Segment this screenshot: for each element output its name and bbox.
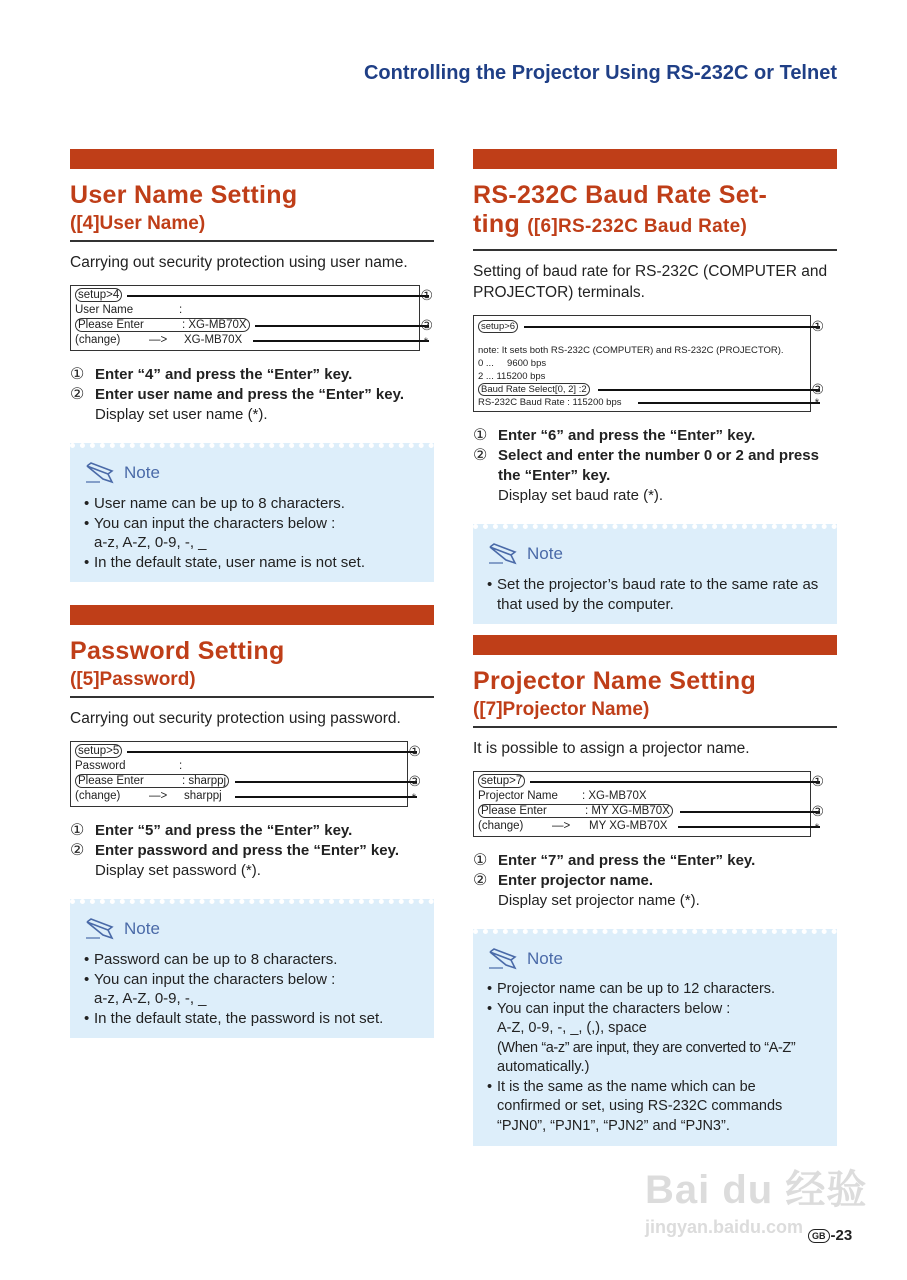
field-value: : [179,304,183,316]
callout-line [235,781,417,783]
note-bullet: Password can be up to 8 characters. [94,951,338,968]
field-label: (change) [478,820,524,832]
steps: ① Enter “6” and press the “Enter” key. ② Select and enter the number 0 or 2 and press the “Enter” key. Display set baud rate (*). [473,426,837,506]
note-bullet: You can input the characters below : [94,514,336,532]
step-1: Enter “5” and press the “Enter” key. [95,822,353,839]
field-value: : XG-MB70X [582,790,647,802]
callout-line [598,389,820,391]
section-bar [70,605,434,625]
terminal-prompt: setup>4 [75,288,122,302]
pencil-icon [84,462,120,484]
callout-line [255,325,429,327]
note-label: Note [527,949,563,968]
callout-star: * [814,397,819,409]
page-header: Controlling the Projector Using RS-232C or Telnet [363,62,837,84]
note-box: Note • Set the projector’s baud rate to the same rate as that used by the computer. [473,524,837,624]
callout-line [524,326,820,328]
callout-star: * [423,336,428,348]
terminal-screen [473,771,824,837]
note-bullet: Projector name can be up to 12 characters. [497,981,776,997]
callout-line [253,340,429,342]
section-subtitle: ([4]User Name) [70,213,206,234]
section-subtitle: ([7]Projector Name) [473,699,650,720]
note-bullet: It is the same as the name which can be confirmed or set, using RS-232C commands “PJN0”, “PJN1”, “PJN2” and “PJN3”. [497,1078,783,1134]
callout-1: ① [811,773,824,789]
pencil-icon [487,543,523,565]
note-chars: A-Z, 0-9, -, _, (,), space [497,1020,647,1036]
callout-2: ② [811,803,824,819]
screen-option: 0 ... 9600 bps [478,358,547,369]
field-value: XG-MB70X [184,334,243,346]
callout-star: * [814,822,819,834]
field-label: Projector Name [478,790,558,802]
field-label: (change) [75,790,121,802]
terminal-screen [70,285,433,351]
note-bullet: Set the projector’s baud rate to the same rate as that used by the computer. [497,576,819,613]
section-title: Password Setting [70,637,285,665]
step-1: Enter “4” and press the “Enter” key. [95,366,353,383]
note-bullet: You can input the characters below : [94,970,336,988]
section-subtitle: ([6]RS-232C Baud Rate) [527,216,748,237]
section-baud-rate [473,149,837,624]
note-bullet: User name can be up to 8 characters. [94,495,345,512]
section-title: User Name Setting [70,181,298,209]
terminal-prompt: setup>5 [75,744,122,758]
callout-star: * [411,792,416,804]
note-detail: (When “a-z” are input, they are converted to “A-Z” [497,1039,796,1056]
callout-line [530,781,820,783]
arrow: —> [149,334,168,346]
note-bullet: In the default state, the password is not set. [94,1009,384,1027]
screen-note: note: It sets both RS-232C (COMPUTER) and RS-232C (PROJECTOR). [478,345,784,356]
divider [70,240,434,242]
steps: ① Enter “4” and press the “Enter” key. ② Enter user name and press the “Enter” key. Display set user name (*). [70,365,434,425]
note-chars: a-z, A-Z, 0-9, -, _ [94,534,207,551]
callout-line [127,751,417,753]
step-2-detail: Display set baud rate (*). [498,487,664,504]
callout-1: ① [811,318,824,334]
terminal-screen [70,741,421,807]
step-1: Enter “6” and press the “Enter” key. [498,427,756,444]
field-label: (change) [75,334,121,346]
divider [70,696,434,698]
callout-line [127,295,429,297]
field-label: User Name [75,304,134,316]
section-title: RS-232C Baud Rate Set- ting ([6]RS-232C Baud Rate) [473,181,768,238]
screen-result: RS-232C Baud Rate : 115200 bps [478,397,622,408]
callout-2: ② [420,317,433,333]
section-password [70,605,434,1038]
terminal-prompt: setup>7 [478,774,525,788]
section-user-name [70,149,434,582]
arrow: —> [149,790,168,802]
callout-1: ① [420,287,433,303]
entry-highlight: Please Enter : sharppj [75,774,229,788]
step-2-detail: Display set user name (*). [95,406,268,423]
entry-highlight: Baud Rate Select[0, 2] :2 [478,383,590,396]
note-label: Note [124,463,160,482]
pencil-icon [487,948,523,970]
step-2: Select and enter the number 0 or 2 and press the “Enter” key. [498,447,819,484]
note-box: Note • Projector name can be up to 12 characters. • You can input the characters below : A-Z, 0-9, -, _, (,), space (When “a-z” are input, they are converted to “A-Z” automatically.) • It is the same as the name which can be confirmed or set, using RS-232C commands “PJN0”, “PJN1”, “PJN2” and “PJN3”. [473,929,837,1146]
callout-2: ② [811,381,824,397]
note-box: Note • Password can be up to 8 characters. • You can input the characters below : a-z, A-Z, 0-9, -, _ • In the default state, the password is not set. [70,899,434,1038]
watermark: Bai du 经验 jingyan.baidu.com [645,1168,868,1237]
gb-badge: GB [808,1229,830,1243]
section-intro: It is possible to assign a projector name. [473,740,750,757]
page-number: GB -23 [808,1227,852,1244]
callout-1: ① [408,743,421,759]
divider [473,249,837,251]
callout-line [638,402,820,404]
note-box: Note • User name can be up to 8 characters. • You can input the characters below : a-z, A-Z, 0-9, -, _ • In the default state, user name is not set. [70,443,434,582]
arrow: —> [552,820,571,832]
section-subtitle: ([5]Password) [70,669,196,690]
note-bullet: In the default state, user name is not set. [94,553,365,571]
steps: ① Enter “5” and press the “Enter” key. ② Enter password and press the “Enter” key. Display set password (*). [70,821,434,881]
section-intro: Carrying out security protection using password. [70,710,401,727]
field-value: : [179,760,183,772]
entry-highlight: Please Enter : MY XG-MB70X [478,804,673,818]
callout-line [680,811,820,813]
note-bullet: You can input the characters below : [497,1000,731,1017]
section-projector-name [473,635,837,1146]
pencil-icon [84,918,120,940]
field-value: sharppj [184,790,222,802]
step-2-detail: Display set password (*). [95,862,261,879]
field-value: MY XG-MB70X [589,820,668,832]
terminal-prompt: setup>6 [478,320,518,333]
screen-option: 2 ... 115200 bps [478,371,546,382]
step-2: Enter projector name. [498,872,654,889]
section-bar [70,149,434,169]
section-title: Projector Name Setting [473,667,757,695]
divider [473,726,837,728]
step-2: Enter password and press the “Enter” key. [95,842,399,859]
section-bar [473,635,837,655]
section-intro: Setting of baud rate for RS-232C (COMPUTER and PROJECTOR) terminals. [473,263,828,301]
field-label: Password [75,760,126,772]
terminal-screen [473,315,824,412]
step-2: Enter user name and press the “Enter” key. [95,386,405,403]
entry-highlight: Please Enter : XG-MB70X [75,318,250,332]
step-1: Enter “7” and press the “Enter” key. [498,852,756,869]
step-2-detail: Display set projector name (*). [498,892,700,909]
note-label: Note [527,544,563,563]
note-label: Note [124,919,160,938]
callout-line [678,826,820,828]
steps: ① Enter “7” and press the “Enter” key. ② Enter projector name. Display set projector name (*). [473,851,837,911]
section-intro: Carrying out security protection using user name. [70,254,408,271]
callout-2: ② [408,773,421,789]
callout-line [235,796,417,798]
section-bar [473,149,837,169]
note-detail: automatically.) [497,1059,590,1075]
note-chars: a-z, A-Z, 0-9, -, _ [94,990,207,1007]
